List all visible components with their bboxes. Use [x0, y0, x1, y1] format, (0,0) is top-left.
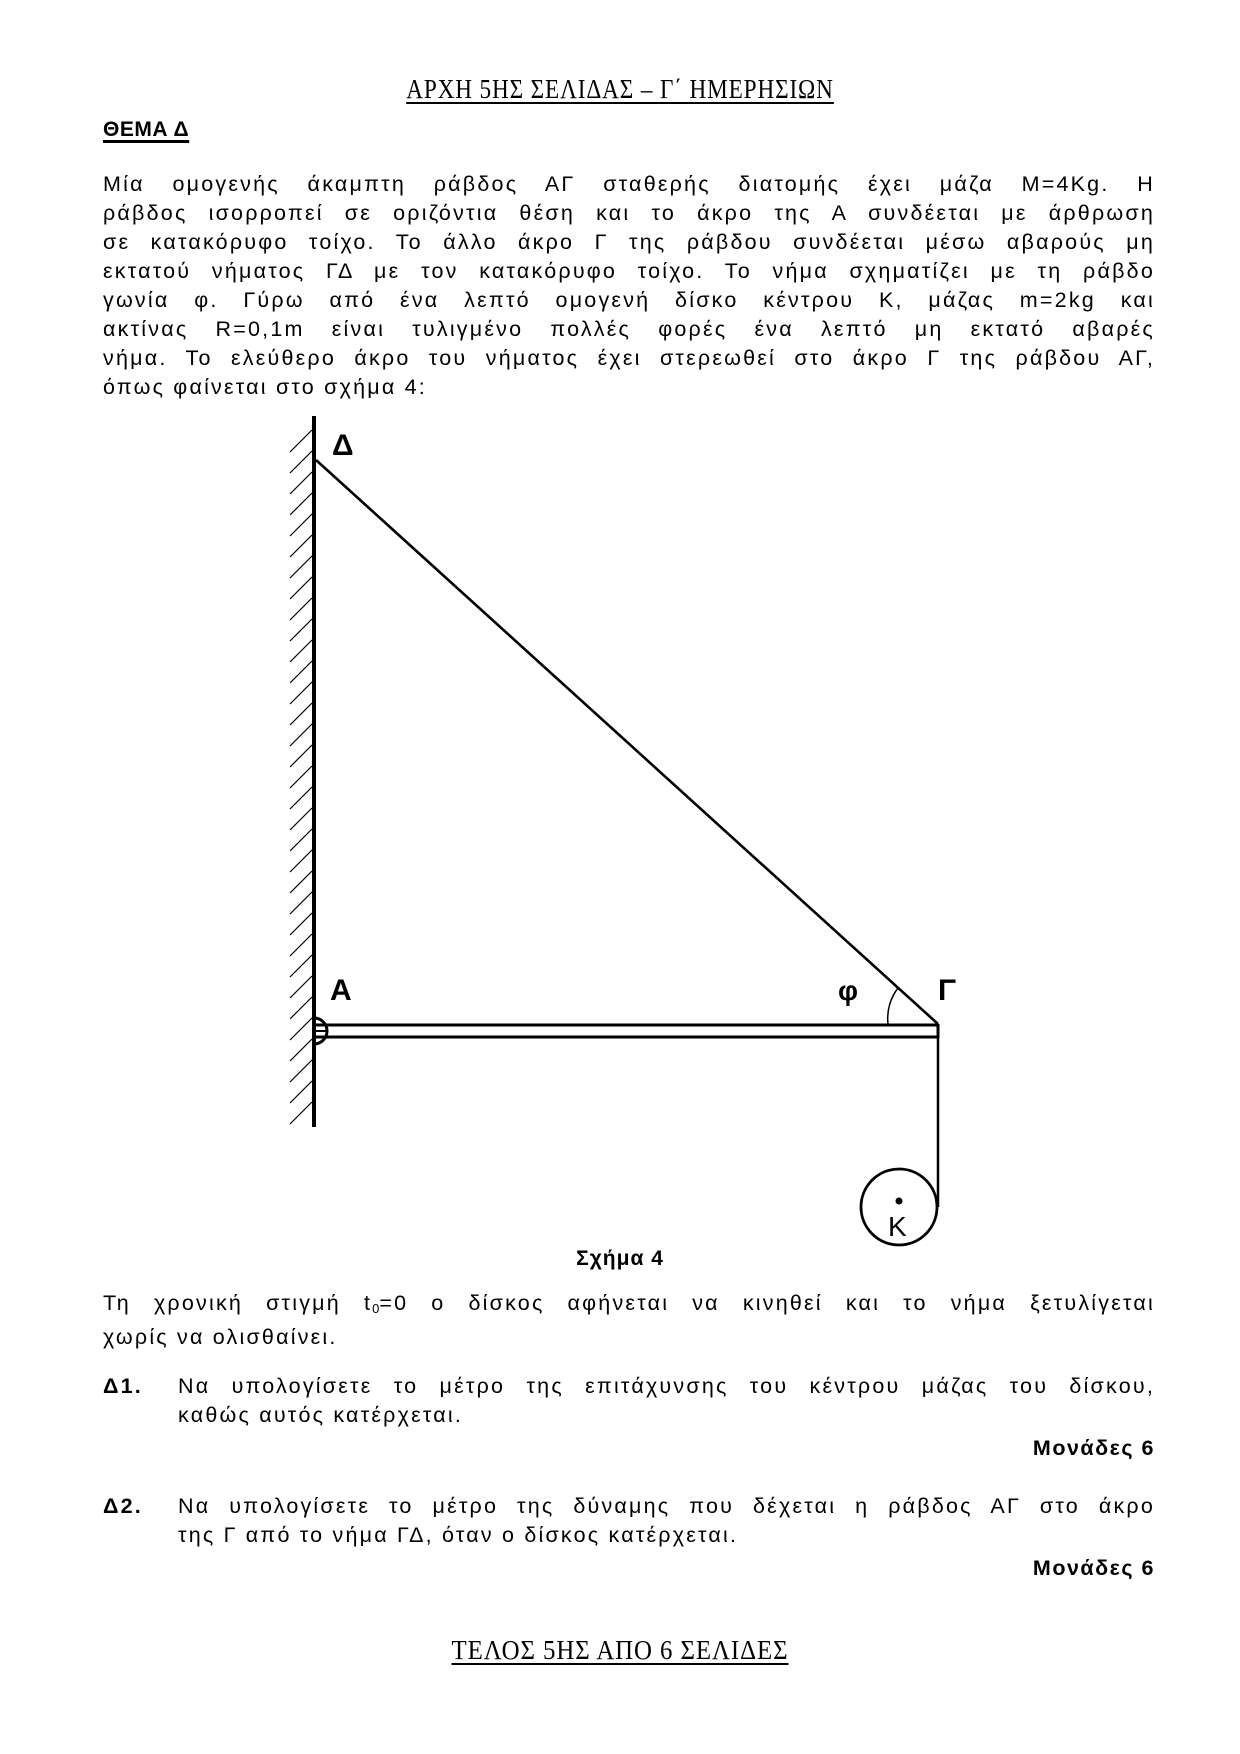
hatch-line — [290, 955, 312, 977]
hatch-line — [290, 871, 312, 893]
hatch-line — [290, 829, 312, 851]
question-number: Δ2. — [103, 1494, 143, 1518]
hatch-line — [290, 1102, 312, 1124]
label-phi: φ — [838, 975, 859, 1006]
text-line: νήμα. Το ελεύθερο άκρο του νήματος έχει στερεωθεί στο άκρο Γ της ράβδου ΑΓ, — [103, 346, 1155, 370]
hatch-line — [290, 892, 312, 914]
hatch-line — [290, 535, 312, 557]
hatch-line — [290, 745, 312, 767]
hatch-line — [290, 913, 312, 935]
hatch-line — [290, 1060, 312, 1082]
text-line: ράβδος ισορροπεί σε οριζόντια θέση και το άκρο της Α συνδέεται με άρθρωση — [103, 201, 1155, 225]
hatch-line — [290, 598, 312, 620]
text-line: Να υπολογίσετε το μέτρο της επιτάχυνσης του κέντρου μάζας του δίσκου, — [178, 1374, 1155, 1398]
after-figure-text — [103, 1289, 1155, 1352]
hatch-line — [290, 934, 312, 956]
text-line: σε κατακόρυφο τοίχο. Το άλλο άκρο Γ της ράβδου συνδέεται μέσω αβαρούς μη — [103, 230, 1155, 254]
hatch-line — [290, 703, 312, 725]
text-line: γωνία φ. Γύρω από ένα λεπτό ομογενή δίσκο κέντρου Κ, μάζας m=2kg και — [103, 288, 1155, 312]
label-D: Δ — [332, 429, 354, 462]
text-line — [103, 1289, 1155, 1323]
hatch-line — [290, 619, 312, 641]
page-header-title: ΑΡΧΗ 5ΗΣ ΣΕΛΙΔΑΣ – Γ΄ ΗΜΕΡΗΣΙΩΝ — [406, 74, 834, 104]
hatch-line — [290, 850, 312, 872]
question-marks: Μονάδες 6 — [1032, 1556, 1155, 1580]
page-footer-title: ΤΕΛΟΣ 5ΗΣ ΑΠΟ 6 ΣΕΛΙΔΕΣ — [451, 1635, 789, 1665]
hatch-line — [290, 451, 312, 473]
hatch-line — [290, 640, 312, 662]
hatch-line — [290, 556, 312, 578]
hatch-line — [290, 514, 312, 536]
question-text — [178, 1492, 1155, 1550]
hatch-line — [290, 661, 312, 683]
text-line: χωρίς να ολισθαίνει. — [103, 1325, 338, 1349]
string-GD — [316, 460, 938, 1024]
question-text — [178, 1372, 1155, 1430]
hatch-line — [290, 808, 312, 830]
text-segment: =0 ο δίσκος αφήνεται να κινηθεί και το νήμα ξετυλίγεται — [379, 1291, 1155, 1315]
hatch-line — [290, 976, 312, 998]
text-line: ακτίνας R=0,1m είναι τυλιγμένο πολλές φορές ένα λεπτό μη εκτατό αβαρές — [103, 317, 1155, 341]
hatch-line — [290, 430, 312, 452]
text-line: όπως φαίνεται στο σχήμα 4: — [103, 375, 427, 399]
text-line: Μία ομογενής άκαμπτη ράβδος ΑΓ σταθερής διατομής έχει μάζα Μ=4Kg. Η — [103, 172, 1155, 196]
figure-caption: Σχήμα 4 — [576, 1247, 664, 1270]
wall-hatching — [290, 430, 312, 1124]
hatch-line — [290, 1018, 312, 1040]
hatch-line — [290, 682, 312, 704]
hatch-line — [290, 493, 312, 515]
label-K: K — [888, 1211, 907, 1242]
subscript: 0 — [372, 1301, 380, 1316]
hatch-line — [290, 472, 312, 494]
disk-center-K — [896, 1198, 903, 1205]
text-line: καθώς αυτός κατέρχεται. — [178, 1403, 464, 1427]
angle-arc-phi — [888, 988, 898, 1024]
hatch-line — [290, 577, 312, 599]
hatch-line — [290, 787, 312, 809]
text-line: Να υπολογίσετε το μέτρο της δύναμης που δέχεται η ράβδος ΑΓ στο άκρο — [178, 1494, 1155, 1518]
hatch-line — [290, 1039, 312, 1061]
section-title: ΘΕΜΑ Δ — [103, 118, 190, 141]
label-A: Α — [330, 974, 352, 1007]
hatch-line — [290, 1081, 312, 1103]
question-number: Δ1. — [103, 1374, 143, 1398]
text-line: εκτατού νήματος ΓΔ με τον κατακόρυφο τοίχο. Το νήμα σχηματίζει με τη ράβδο — [103, 259, 1155, 283]
hatch-line — [290, 997, 312, 1019]
question-marks: Μονάδες 6 — [1032, 1436, 1155, 1460]
text-segment: Τη χρονική στιγμή t — [103, 1291, 373, 1315]
hatch-line — [290, 766, 312, 788]
hatch-line — [290, 724, 312, 746]
label-G: Γ — [938, 974, 957, 1007]
text-line: της Γ από το νήμα ΓΔ, όταν ο δίσκος κατέρχεται. — [178, 1523, 739, 1547]
